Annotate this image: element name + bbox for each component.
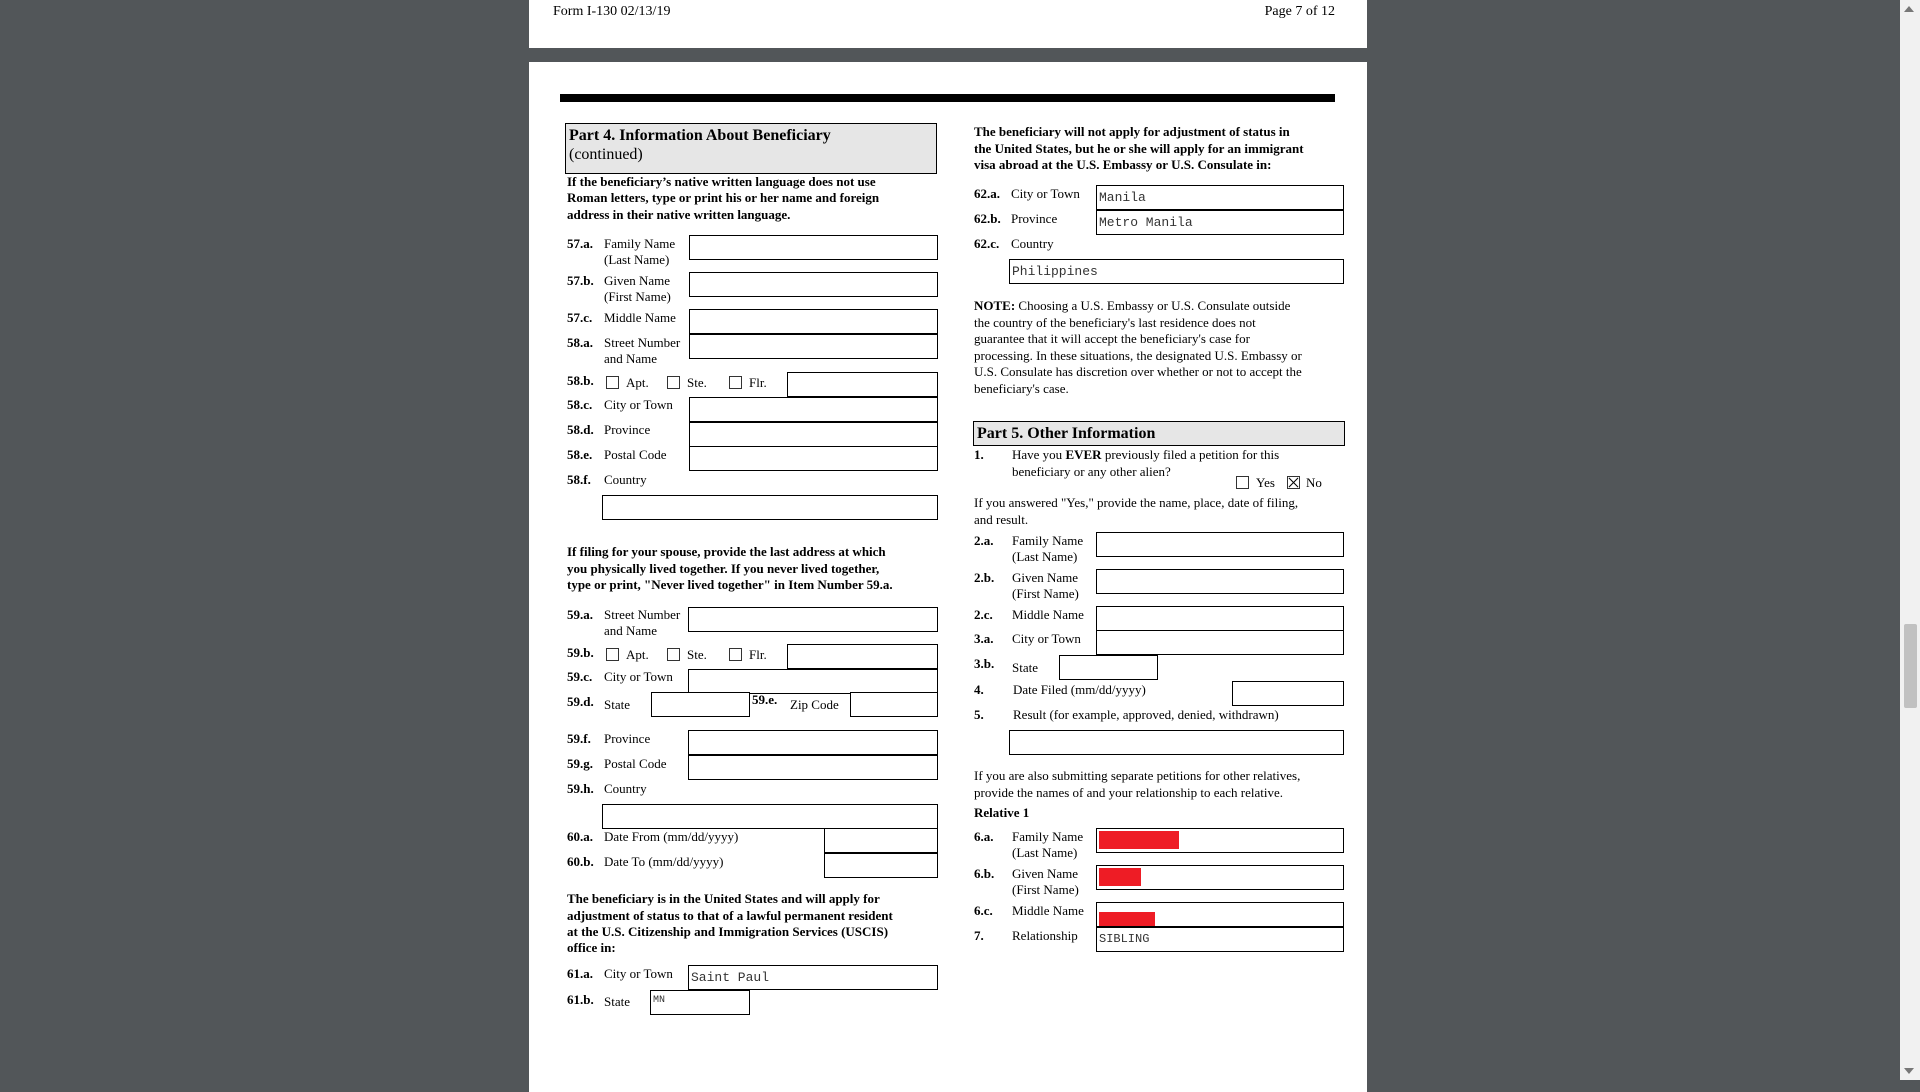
date-to-field[interactable] xyxy=(824,853,938,878)
prior-city-field[interactable] xyxy=(1096,630,1344,655)
if-yes-1: If you answered "Yes," provide the name, place, date of filing, xyxy=(974,495,1299,510)
prior-middle-name-field[interactable] xyxy=(1096,606,1344,631)
item-num: 59.g. xyxy=(567,756,593,771)
prior-given-name-field[interactable] xyxy=(1096,569,1344,594)
label: Province xyxy=(604,422,651,437)
q1-line-2: beneficiary or any other alien? xyxy=(1012,464,1171,479)
item-num: 60.b. xyxy=(567,854,594,869)
spouse-state-field[interactable] xyxy=(651,692,750,717)
part5-title: Part 5. Other Information xyxy=(977,425,1156,442)
result-field[interactable] xyxy=(1009,730,1344,755)
q1-post: previously filed a petition for this xyxy=(1101,447,1280,462)
label: Postal Code xyxy=(604,447,667,462)
uscis-city-field[interactable]: Saint Paul xyxy=(688,965,938,990)
form-page xyxy=(529,62,1367,1092)
item-num: 58.a. xyxy=(567,335,593,350)
redaction-mark xyxy=(1099,868,1141,886)
label: Province xyxy=(604,731,651,746)
abroad-intro-2: the United States, but he or she will apply for an immigrant xyxy=(974,141,1304,156)
embassy-city-field[interactable]: Manila xyxy=(1096,185,1344,210)
part4-header xyxy=(565,123,937,174)
label: City or Town xyxy=(604,397,673,412)
embassy-country-field[interactable]: Philippines xyxy=(1009,259,1344,284)
label: Street Number xyxy=(604,607,681,622)
date-filed-field[interactable] xyxy=(1232,681,1344,706)
relative-given-name-field[interactable] xyxy=(1096,865,1344,890)
label: Family Name xyxy=(1012,533,1084,548)
item-num: 59.e. xyxy=(752,692,778,707)
note-text: Choosing a U.S. Embassy or U.S. Consulate outside xyxy=(1015,298,1291,313)
label: No xyxy=(1306,475,1322,490)
label: Ste. xyxy=(687,647,707,662)
uscis-intro-1: The beneficiary is in the United States and will apply for xyxy=(567,891,880,906)
q1-yes-checkbox[interactable] xyxy=(1236,476,1249,489)
label: Country xyxy=(604,781,647,796)
label: and Name xyxy=(604,351,658,366)
native-unit-field[interactable] xyxy=(787,372,938,397)
spouse-country-field[interactable] xyxy=(602,804,938,829)
label: State xyxy=(1012,660,1038,675)
native-given-name-field[interactable] xyxy=(689,272,938,297)
label: Family Name xyxy=(1012,829,1084,844)
native-street-field[interactable] xyxy=(689,334,938,359)
label: Date To (mm/dd/yyyy) xyxy=(604,854,724,869)
form-id: Form I-130 02/13/19 xyxy=(553,4,671,19)
note-label: NOTE: xyxy=(974,298,1016,313)
uscis-state-field[interactable]: MN xyxy=(650,990,750,1015)
uscis-intro-4: office in: xyxy=(567,940,616,955)
relationship-field[interactable]: SIBLING xyxy=(1096,927,1344,952)
label: Given Name xyxy=(604,273,671,288)
native-postal-code-field[interactable] xyxy=(689,446,938,471)
part4-title: Part 4. Information About Beneficiary xyxy=(569,127,831,144)
prior-family-name-field[interactable] xyxy=(1096,532,1344,557)
label: Apt. xyxy=(626,647,649,662)
item-num: 59.c. xyxy=(567,669,593,684)
scroll-thumb[interactable] xyxy=(1904,624,1917,708)
item-num: 58.e. xyxy=(567,447,593,462)
part4-subtitle: (continued) xyxy=(569,146,643,163)
note-line-3: guarantee that it will accept the beneficiary's case for xyxy=(974,331,1250,346)
q1-pre: Have you xyxy=(1012,447,1066,462)
abroad-intro-3: visa abroad at the U.S. Embassy or U.S. Consulate in: xyxy=(974,157,1272,172)
item-num: 57.b. xyxy=(567,273,594,288)
native-intro-2: Roman letters, type or print his or her name and foreign xyxy=(567,190,880,205)
scroll-up-icon[interactable] xyxy=(1904,6,1914,12)
item-num: 61.a. xyxy=(567,966,593,981)
item-num: 5. xyxy=(974,707,984,722)
label: Province xyxy=(1011,211,1058,226)
ste-checkbox[interactable] xyxy=(667,376,680,389)
relative-1-heading: Relative 1 xyxy=(974,805,1030,820)
relatives-intro-2: provide the names of and your relationship to each relative. xyxy=(974,785,1284,800)
item-num: 58.b. xyxy=(567,373,594,388)
note-line-4: processing. In these situations, the designated U.S. Embassy or xyxy=(974,348,1302,363)
native-family-name-field[interactable] xyxy=(689,235,938,260)
label: Country xyxy=(1011,236,1054,251)
label: City or Town xyxy=(1011,186,1080,201)
label: (First Name) xyxy=(1012,882,1079,897)
label: Middle Name xyxy=(1012,903,1084,918)
redaction-mark xyxy=(1099,831,1179,849)
note-line-2: the country of the beneficiary's last residence does not xyxy=(974,315,1256,330)
label: Date Filed (mm/dd/yyyy) xyxy=(1013,682,1146,697)
label: Flr. xyxy=(749,647,767,662)
label: State xyxy=(604,994,630,1009)
q1-ever: EVER xyxy=(1065,447,1102,462)
part5-header xyxy=(973,421,1345,446)
item-num: 59.d. xyxy=(567,694,594,709)
label: (Last Name) xyxy=(604,252,670,267)
spouse-zip-field[interactable] xyxy=(850,692,938,717)
uscis-intro-2: adjustment of status to that of a lawful permanent resident xyxy=(567,908,893,923)
relative-middle-name-field[interactable] xyxy=(1096,902,1344,927)
item-num: 2.c. xyxy=(974,607,993,622)
item-num: 4. xyxy=(974,682,984,697)
item-num: 6.c. xyxy=(974,903,993,918)
item-num: 58.f. xyxy=(567,472,591,487)
page-number: Page 7 of 12 xyxy=(1264,4,1335,19)
item-num: 59.a. xyxy=(567,607,593,622)
label: Middle Name xyxy=(604,310,676,325)
relatives-intro-1: If you are also submitting separate petitions for other relatives, xyxy=(974,768,1301,783)
item-num: 1. xyxy=(974,447,984,462)
item-num: 61.b. xyxy=(567,992,594,1007)
label: Date From (mm/dd/yyyy) xyxy=(604,829,739,844)
spouse-intro-2: you physically lived together. If you never lived together, xyxy=(567,561,880,576)
item-num: 59.h. xyxy=(567,781,594,796)
item-num: 57.a. xyxy=(567,236,593,251)
label: Flr. xyxy=(749,375,767,390)
q1-line-1 xyxy=(1012,447,1279,463)
label: Country xyxy=(604,472,647,487)
label: State xyxy=(604,697,630,712)
label: Relationship xyxy=(1012,928,1078,943)
native-middle-name-field[interactable] xyxy=(689,309,938,334)
redaction-mark xyxy=(1099,912,1155,926)
item-num: 3.a. xyxy=(974,631,994,646)
spouse-apt-checkbox[interactable] xyxy=(606,648,619,661)
label: Street Number xyxy=(604,335,681,350)
label: Result (for example, approved, denied, withdrawn) xyxy=(1013,707,1279,722)
note-line-5: U.S. Consulate has discretion over whether or not to accept the xyxy=(974,364,1302,379)
label: and Name xyxy=(604,623,658,638)
previous-page xyxy=(529,0,1367,48)
item-num: 60.a. xyxy=(567,829,593,844)
flr-checkbox[interactable] xyxy=(729,376,742,389)
label: City or Town xyxy=(604,966,673,981)
native-intro-3: address in their native written language. xyxy=(567,207,791,222)
spouse-city-field[interactable] xyxy=(688,669,938,694)
label: Given Name xyxy=(1012,570,1079,585)
native-province-field[interactable] xyxy=(689,422,938,447)
label: Postal Code xyxy=(604,756,667,771)
date-from-field[interactable] xyxy=(824,828,938,853)
item-num: 2.b. xyxy=(974,570,995,585)
spouse-street-field[interactable] xyxy=(688,607,938,632)
label: (First Name) xyxy=(1012,586,1079,601)
section-divider xyxy=(560,94,1335,102)
item-num: 57.c. xyxy=(567,310,593,325)
abroad-intro-1: The beneficiary will not apply for adjustment of status in xyxy=(974,124,1290,139)
item-num: 62.b. xyxy=(974,211,1001,226)
note-line-6: beneficiary's case. xyxy=(974,381,1069,396)
label: Zip Code xyxy=(790,697,839,712)
label: Given Name xyxy=(1012,866,1079,881)
scroll-down-icon[interactable] xyxy=(1904,1068,1914,1074)
vertical-scrollbar[interactable] xyxy=(1900,0,1920,1080)
item-num: 59.f. xyxy=(567,731,591,746)
uscis-intro-3: at the U.S. Citizenship and Immigration Services (USCIS) xyxy=(567,924,889,939)
item-num: 6.b. xyxy=(974,866,995,881)
item-num: 58.d. xyxy=(567,422,594,437)
label: (First Name) xyxy=(604,289,671,304)
label: Family Name xyxy=(604,236,676,251)
item-num: 3.b. xyxy=(974,656,995,671)
spouse-ste-checkbox[interactable] xyxy=(667,648,680,661)
native-city-field[interactable] xyxy=(689,397,938,422)
native-country-field[interactable] xyxy=(602,495,938,520)
spouse-unit-field[interactable] xyxy=(787,644,938,669)
item-num: 6.a. xyxy=(974,829,994,844)
spouse-flr-checkbox[interactable] xyxy=(729,648,742,661)
label: (Last Name) xyxy=(1012,845,1078,860)
label: Yes xyxy=(1256,475,1275,490)
item-num: 62.c. xyxy=(974,236,1000,251)
label: City or Town xyxy=(604,669,673,684)
label: (Last Name) xyxy=(1012,549,1078,564)
note-line-1 xyxy=(974,298,1290,315)
item-num: 58.c. xyxy=(567,397,593,412)
item-num: 62.a. xyxy=(974,186,1000,201)
spouse-intro-3: type or print, "Never lived together" in Item Number 59.a. xyxy=(567,577,893,592)
label: Middle Name xyxy=(1012,607,1084,622)
item-num: 7. xyxy=(974,928,984,943)
prior-state-field[interactable] xyxy=(1059,655,1158,680)
apt-checkbox[interactable] xyxy=(606,376,619,389)
label: Apt. xyxy=(626,375,649,390)
embassy-province-field[interactable]: Metro Manila xyxy=(1096,210,1344,235)
label: Ste. xyxy=(687,375,707,390)
spouse-postal-code-field[interactable] xyxy=(688,755,938,780)
native-intro-1: If the beneficiary’s native written language does not use xyxy=(567,174,876,189)
label: City or Town xyxy=(1012,631,1081,646)
item-num: 2.a. xyxy=(974,533,994,548)
spouse-province-field[interactable] xyxy=(688,730,938,755)
if-yes-2: and result. xyxy=(974,512,1029,527)
q1-no-checkbox[interactable] xyxy=(1287,476,1300,489)
relative-family-name-field[interactable] xyxy=(1096,828,1344,853)
item-num: 59.b. xyxy=(567,645,594,660)
spouse-intro-1: If filing for your spouse, provide the last address at which xyxy=(567,544,886,559)
